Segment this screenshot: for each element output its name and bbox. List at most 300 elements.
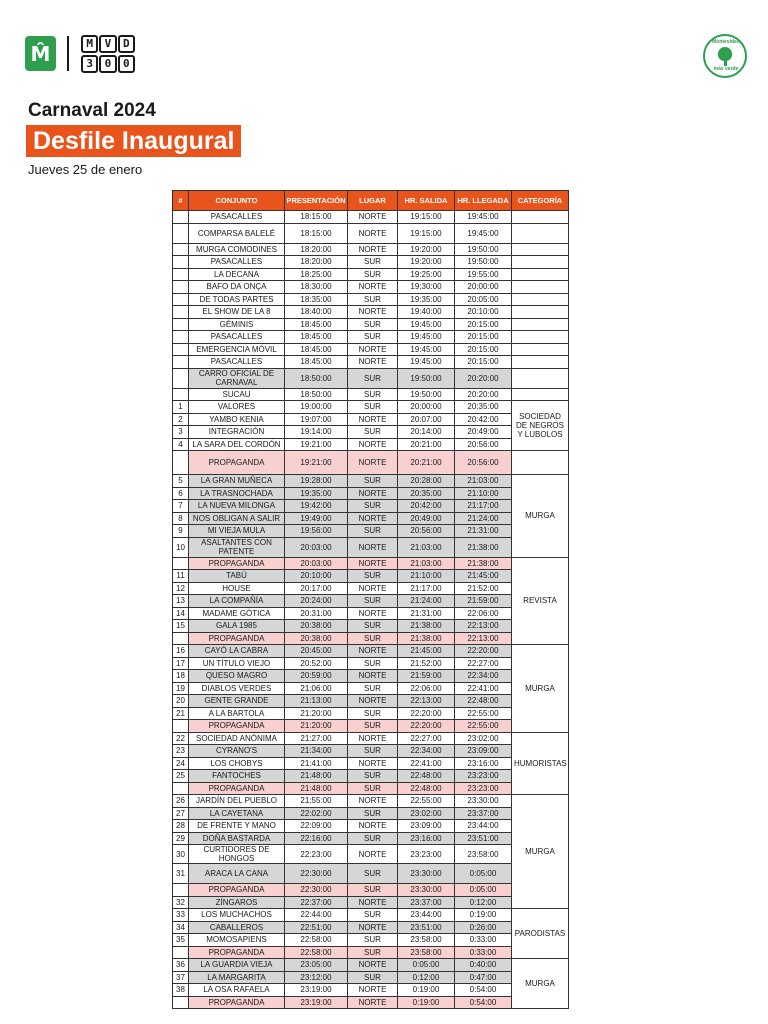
table-row [173, 500, 569, 513]
row-number: 30 [173, 845, 189, 864]
row-departure: 23:37:00 [398, 896, 455, 909]
row-category [512, 281, 569, 294]
row-place: SUR [348, 707, 398, 720]
table-row [173, 595, 569, 608]
row-place: NORTE [348, 996, 398, 1009]
row-name: GALA 1985 [189, 620, 285, 633]
row-presentation: 22:51:00 [285, 921, 348, 934]
row-name: VALORES [189, 401, 285, 414]
row-arrival: 19:45:00 [455, 223, 512, 243]
row-departure: 20:21:00 [398, 438, 455, 451]
propaganda-row [173, 946, 569, 959]
row-departure: 19:20:00 [398, 243, 455, 256]
row-name: LA GUARDIA VIEJA [189, 959, 285, 972]
row-presentation: 18:35:00 [285, 293, 348, 306]
row-number [173, 356, 189, 369]
row-arrival: 22:27:00 [455, 657, 512, 670]
row-name: GENTE GRANDE [189, 695, 285, 708]
row-departure: 22:13:00 [398, 695, 455, 708]
category-cell: MURGA [512, 959, 569, 1009]
row-place: SUR [348, 570, 398, 583]
table-row [173, 845, 569, 864]
row-name: PROPAGANDA [189, 884, 285, 897]
row-departure: 23:30:00 [398, 884, 455, 897]
row-arrival: 21:52:00 [455, 582, 512, 595]
row-name: CARRO OFICIAL DE CARNAVAL [189, 368, 285, 388]
row-name: ASALTANTES CON PATENTE [189, 537, 285, 557]
row-name: LA MARGARITA [189, 971, 285, 984]
table-row [173, 475, 569, 488]
row-departure: 19:45:00 [398, 331, 455, 344]
row-place: SUR [348, 256, 398, 269]
row-category [512, 293, 569, 306]
row-place: NORTE [348, 795, 398, 808]
row-category [512, 243, 569, 256]
row-departure: 21:59:00 [398, 670, 455, 683]
row-arrival: 23:44:00 [455, 820, 512, 833]
row-name: CYRANO'S [189, 745, 285, 758]
row-departure: 22:55:00 [398, 795, 455, 808]
row-number: 2 [173, 413, 189, 426]
row-departure: 19:25:00 [398, 268, 455, 281]
row-arrival: 21:31:00 [455, 525, 512, 538]
row-place: SUR [348, 682, 398, 695]
row-number: 7 [173, 500, 189, 513]
row-name: COMPARSA BALELÉ [189, 223, 285, 243]
row-number: 22 [173, 732, 189, 745]
row-number: 33 [173, 909, 189, 922]
row-departure: 20:35:00 [398, 487, 455, 500]
row-number [173, 293, 189, 306]
row-place: NORTE [348, 306, 398, 319]
row-presentation: 22:23:00 [285, 845, 348, 864]
row-category [512, 318, 569, 331]
category-cell: MURGA [512, 645, 569, 733]
table-row [173, 570, 569, 583]
row-place: NORTE [348, 896, 398, 909]
table-row [173, 318, 569, 331]
row-departure: 20:21:00 [398, 451, 455, 475]
table-row [173, 331, 569, 344]
propaganda-row [173, 782, 569, 795]
row-arrival: 22:13:00 [455, 632, 512, 645]
row-presentation: 19:21:00 [285, 451, 348, 475]
row-place: NORTE [348, 645, 398, 658]
row-presentation: 18:30:00 [285, 281, 348, 294]
row-place: SUR [348, 620, 398, 633]
row-number [173, 451, 189, 475]
row-arrival: 20:56:00 [455, 451, 512, 475]
row-number: 35 [173, 934, 189, 947]
row-name: DE TODAS PARTES [189, 293, 285, 306]
row-place: SUR [348, 632, 398, 645]
row-presentation: 18:20:00 [285, 256, 348, 269]
table-row [173, 695, 569, 708]
row-arrival: 0:26:00 [455, 921, 512, 934]
row-number: 26 [173, 795, 189, 808]
row-presentation: 22:16:00 [285, 832, 348, 845]
row-category [512, 268, 569, 281]
row-departure: 19:45:00 [398, 343, 455, 356]
col-header: # [173, 191, 189, 211]
row-number [173, 884, 189, 897]
table-row [173, 682, 569, 695]
row-name: PASACALLES [189, 256, 285, 269]
row-departure: 22:41:00 [398, 757, 455, 770]
row-number [173, 632, 189, 645]
row-number: 5 [173, 475, 189, 488]
row-place: SUR [348, 909, 398, 922]
table-row [173, 281, 569, 294]
row-departure: 19:50:00 [398, 368, 455, 388]
row-place: NORTE [348, 223, 398, 243]
row-departure: 22:34:00 [398, 745, 455, 758]
table-header-row [173, 191, 569, 211]
row-category [512, 343, 569, 356]
row-place: NORTE [348, 512, 398, 525]
row-name: PASACALLES [189, 211, 285, 224]
table-row [173, 401, 569, 414]
row-arrival: 0:12:00 [455, 896, 512, 909]
row-departure: 21:31:00 [398, 607, 455, 620]
row-departure: 19:50:00 [398, 388, 455, 401]
row-place: SUR [348, 500, 398, 513]
row-presentation: 21:48:00 [285, 782, 348, 795]
row-category [512, 223, 569, 243]
table-row [173, 620, 569, 633]
row-place: NORTE [348, 695, 398, 708]
category-cell: PARODISTAS [512, 909, 569, 959]
row-number: 13 [173, 595, 189, 608]
row-place: SUR [348, 832, 398, 845]
row-number: 34 [173, 921, 189, 934]
propaganda-row [173, 996, 569, 1009]
table-row [173, 582, 569, 595]
row-name: ARACA LA CANA [189, 864, 285, 884]
row-place: SUR [348, 318, 398, 331]
row-departure: 0:19:00 [398, 984, 455, 997]
row-category [512, 368, 569, 388]
table-row [173, 934, 569, 947]
page-title: Carnaval 2024 [28, 100, 156, 121]
row-arrival: 23:51:00 [455, 832, 512, 845]
row-arrival: 20:10:00 [455, 306, 512, 319]
row-departure: 22:20:00 [398, 707, 455, 720]
row-presentation: 21:55:00 [285, 795, 348, 808]
row-name: QUESO MAGRO [189, 670, 285, 683]
row-name: PASACALLES [189, 356, 285, 369]
row-name: LA COMPAÑÍA [189, 595, 285, 608]
row-presentation: 20:38:00 [285, 620, 348, 633]
row-place: SUR [348, 971, 398, 984]
row-presentation: 20:03:00 [285, 557, 348, 570]
row-arrival: 20:15:00 [455, 356, 512, 369]
row-number: 27 [173, 807, 189, 820]
row-presentation: 18:45:00 [285, 331, 348, 344]
row-departure: 21:45:00 [398, 645, 455, 658]
row-number: 29 [173, 832, 189, 845]
row-number: 11 [173, 570, 189, 583]
row-arrival: 0:05:00 [455, 864, 512, 884]
row-arrival: 19:45:00 [455, 211, 512, 224]
table-row [173, 959, 569, 972]
row-arrival: 23:30:00 [455, 795, 512, 808]
row-number [173, 331, 189, 344]
row-number [173, 306, 189, 319]
row-departure: 23:51:00 [398, 921, 455, 934]
row-departure: 20:56:00 [398, 525, 455, 538]
row-arrival: 21:10:00 [455, 487, 512, 500]
row-arrival: 20:00:00 [455, 281, 512, 294]
row-departure: 21:52:00 [398, 657, 455, 670]
row-number: 18 [173, 670, 189, 683]
row-name: MI VIEJA MULA [189, 525, 285, 538]
row-name: LOS CHOBYS [189, 757, 285, 770]
row-place: SUR [348, 426, 398, 439]
table-body [173, 211, 569, 1009]
row-name: JARDÍN DEL PUEBLO [189, 795, 285, 808]
col-header: CATEGORÍA [512, 191, 569, 211]
row-departure: 22:06:00 [398, 682, 455, 695]
row-category [512, 306, 569, 319]
row-number [173, 268, 189, 281]
row-name: LA DECANA [189, 268, 285, 281]
row-presentation: 19:28:00 [285, 475, 348, 488]
row-name: BAFO DA ONÇA [189, 281, 285, 294]
table-row [173, 921, 569, 934]
row-presentation: 20:31:00 [285, 607, 348, 620]
table-row [173, 388, 569, 401]
mvd-300-logo: M V D 3 0 0 [81, 35, 135, 73]
row-arrival: 21:45:00 [455, 570, 512, 583]
row-category [512, 256, 569, 269]
row-name: UN TÍTULO VIEJO [189, 657, 285, 670]
row-presentation: 20:03:00 [285, 537, 348, 557]
row-presentation: 21:34:00 [285, 745, 348, 758]
page-subtitle: Desfile Inaugural [26, 125, 241, 157]
table-row [173, 770, 569, 783]
row-place: NORTE [348, 921, 398, 934]
row-name: INTEGRACIÓN [189, 426, 285, 439]
row-place: NORTE [348, 487, 398, 500]
row-name: DE FRENTE Y MANO [189, 820, 285, 833]
table-row [173, 306, 569, 319]
row-presentation: 18:50:00 [285, 388, 348, 401]
table-row [173, 438, 569, 451]
row-arrival: 23:23:00 [455, 782, 512, 795]
row-presentation: 20:59:00 [285, 670, 348, 683]
row-number: 8 [173, 512, 189, 525]
row-departure: 23:44:00 [398, 909, 455, 922]
col-header: LUGAR [348, 191, 398, 211]
table-row [173, 426, 569, 439]
row-number: 31 [173, 864, 189, 884]
table-row [173, 670, 569, 683]
row-number: 9 [173, 525, 189, 538]
row-departure: 21:38:00 [398, 632, 455, 645]
row-arrival: 0:54:00 [455, 996, 512, 1009]
category-cell: MURGA [512, 795, 569, 909]
table-row [173, 732, 569, 745]
row-number: 4 [173, 438, 189, 451]
row-name: DIABLOS VERDES [189, 682, 285, 695]
row-departure: 19:40:00 [398, 306, 455, 319]
row-arrival: 21:38:00 [455, 557, 512, 570]
row-name: GÉMINIS [189, 318, 285, 331]
row-arrival: 20:20:00 [455, 388, 512, 401]
row-number: 23 [173, 745, 189, 758]
row-presentation: 22:44:00 [285, 909, 348, 922]
row-presentation: 18:45:00 [285, 343, 348, 356]
row-place: NORTE [348, 557, 398, 570]
row-departure: 21:03:00 [398, 557, 455, 570]
row-departure: 21:17:00 [398, 582, 455, 595]
row-presentation: 21:41:00 [285, 757, 348, 770]
row-presentation: 22:37:00 [285, 896, 348, 909]
row-arrival: 22:34:00 [455, 670, 512, 683]
row-place: NORTE [348, 343, 398, 356]
propaganda-row [173, 720, 569, 733]
table-row [173, 537, 569, 557]
col-header: HR. SALIDA [398, 191, 455, 211]
row-arrival: 20:05:00 [455, 293, 512, 306]
schedule-table [172, 190, 569, 1009]
row-place: SUR [348, 745, 398, 758]
row-departure: 19:35:00 [398, 293, 455, 306]
row-place: SUR [348, 782, 398, 795]
table-row [173, 909, 569, 922]
row-presentation: 21:20:00 [285, 720, 348, 733]
table-row [173, 984, 569, 997]
row-departure: 22:20:00 [398, 720, 455, 733]
row-name: PASACALLES [189, 331, 285, 344]
row-arrival: 0:33:00 [455, 934, 512, 947]
row-presentation: 18:40:00 [285, 306, 348, 319]
row-presentation: 20:10:00 [285, 570, 348, 583]
row-name: SUCAU [189, 388, 285, 401]
row-name: HOUSE [189, 582, 285, 595]
row-name: A LA BARTOLA [189, 707, 285, 720]
row-name: LA OSA RAFAELA [189, 984, 285, 997]
row-departure: 22:48:00 [398, 782, 455, 795]
row-arrival: 21:38:00 [455, 537, 512, 557]
row-arrival: 19:50:00 [455, 256, 512, 269]
table-row [173, 807, 569, 820]
row-presentation: 18:50:00 [285, 368, 348, 388]
row-number [173, 243, 189, 256]
row-number [173, 557, 189, 570]
row-departure: 20:28:00 [398, 475, 455, 488]
row-name: PROPAGANDA [189, 632, 285, 645]
row-presentation: 19:21:00 [285, 438, 348, 451]
row-arrival: 22:48:00 [455, 695, 512, 708]
table-row [173, 525, 569, 538]
row-name: PROPAGANDA [189, 946, 285, 959]
row-arrival: 21:59:00 [455, 595, 512, 608]
row-name: CABALLEROS [189, 921, 285, 934]
row-departure: 19:45:00 [398, 356, 455, 369]
row-category [512, 356, 569, 369]
row-name: LA NUEVA MILONGA [189, 500, 285, 513]
row-arrival: 21:24:00 [455, 512, 512, 525]
row-place: SUR [348, 770, 398, 783]
row-number: 1 [173, 401, 189, 414]
table-row [173, 896, 569, 909]
table-row [173, 268, 569, 281]
table-row [173, 657, 569, 670]
row-place: NORTE [348, 537, 398, 557]
row-number: 15 [173, 620, 189, 633]
montevideo-mas-verde-seal-icon: Montevideo más verde [703, 34, 747, 78]
row-departure: 20:42:00 [398, 500, 455, 513]
row-number: 3 [173, 426, 189, 439]
row-presentation: 19:56:00 [285, 525, 348, 538]
row-name: SOCIEDAD ANÓNIMA [189, 732, 285, 745]
row-category [512, 211, 569, 224]
row-departure: 21:03:00 [398, 537, 455, 557]
row-arrival: 19:50:00 [455, 243, 512, 256]
row-arrival: 20:15:00 [455, 331, 512, 344]
row-arrival: 20:20:00 [455, 368, 512, 388]
row-place: NORTE [348, 243, 398, 256]
row-place: NORTE [348, 211, 398, 224]
row-number [173, 281, 189, 294]
col-header: PRESENTACIÓN [285, 191, 348, 211]
row-name: MOMOSAPIENS [189, 934, 285, 947]
row-name: CAYÓ LA CABRA [189, 645, 285, 658]
row-number [173, 343, 189, 356]
table-row [173, 757, 569, 770]
row-category [512, 388, 569, 401]
intendencia-logo-icon: M̂ [25, 36, 56, 71]
row-arrival: 23:58:00 [455, 845, 512, 864]
category-cell: HUMORISTAS [512, 732, 569, 795]
row-place: NORTE [348, 820, 398, 833]
row-arrival: 20:49:00 [455, 426, 512, 439]
row-arrival: 22:20:00 [455, 645, 512, 658]
row-number: 19 [173, 682, 189, 695]
row-number [173, 256, 189, 269]
category-cell: REVISTA [512, 557, 569, 645]
table-row [173, 223, 569, 243]
table-row [173, 795, 569, 808]
row-departure: 23:16:00 [398, 832, 455, 845]
row-presentation: 20:45:00 [285, 645, 348, 658]
row-arrival: 22:06:00 [455, 607, 512, 620]
table-row [173, 745, 569, 758]
row-presentation: 21:06:00 [285, 682, 348, 695]
table-row [173, 413, 569, 426]
row-presentation: 18:15:00 [285, 211, 348, 224]
row-departure: 0:19:00 [398, 996, 455, 1009]
row-name: CURTIDORES DE HONGOS [189, 845, 285, 864]
row-arrival: 23:02:00 [455, 732, 512, 745]
row-departure: 23:58:00 [398, 934, 455, 947]
row-arrival: 23:09:00 [455, 745, 512, 758]
row-place: NORTE [348, 670, 398, 683]
row-number: 37 [173, 971, 189, 984]
row-arrival: 0:47:00 [455, 971, 512, 984]
row-presentation: 19:49:00 [285, 512, 348, 525]
row-name: LA GRAN MUÑECA [189, 475, 285, 488]
row-presentation: 22:58:00 [285, 934, 348, 947]
row-place: SUR [348, 946, 398, 959]
category-cell: SOCIEDAD DE NEGROS Y LUBOLOS [512, 401, 569, 451]
row-place: SUR [348, 331, 398, 344]
row-departure: 23:02:00 [398, 807, 455, 820]
row-name: PROPAGANDA [189, 451, 285, 475]
table-row [173, 487, 569, 500]
